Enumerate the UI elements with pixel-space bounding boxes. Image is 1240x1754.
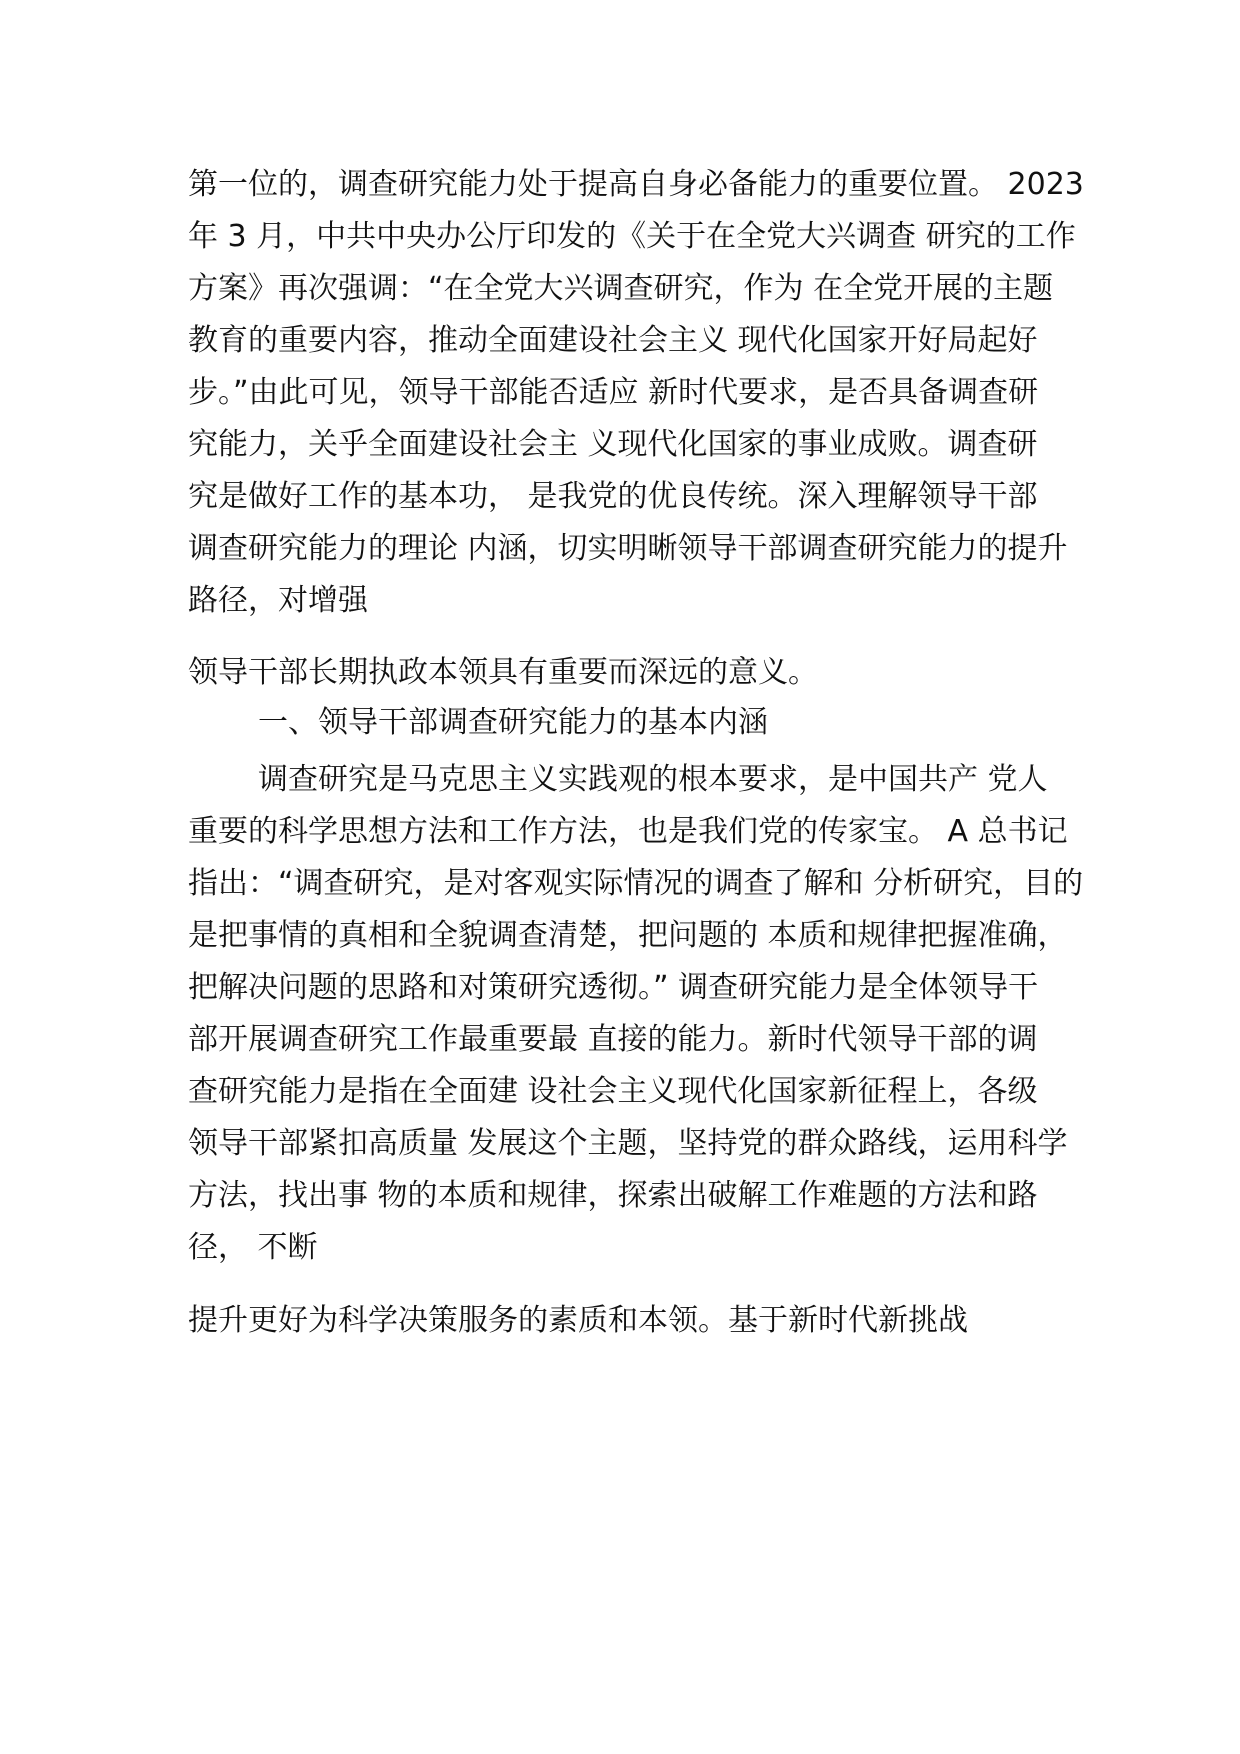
text-line: 调查研究是马克思主义实践观的根本要求，是中国共产 党人 [258, 762, 1048, 797]
text-line: 路径，对增强 [188, 583, 368, 618]
text-line: 方法，找出事 物的本质和规律，探索出破解工作难题的方法和路 [188, 1178, 1038, 1213]
text-line: 领导干部紧扣高质量 发展这个主题，坚持党的群众路线，运用科学 [188, 1126, 1068, 1161]
text-line: 教育的重要内容，推动全面建设社会主义 现代化国家开好局起好 [188, 323, 1038, 358]
paragraph-final [188, 1295, 1088, 1347]
text-line: 部开展调查研究工作最重要最 直接的能力。新时代领导干部的调 [188, 1022, 1038, 1057]
text-line: 领导干部长期执政本领具有重要而深远的意义。 [188, 655, 818, 690]
text-line: 究能力，关乎全面建设社会主 义现代化国家的事业成败。调查研 [188, 427, 1038, 462]
text-line: 把解决问题的思路和对策研究透彻。” 调查研究能力是全体领导干 [188, 970, 1039, 1005]
text-line: 调查研究能力的理论 内涵，切实明晰领导干部调查研究能力的提升 [188, 531, 1068, 566]
text-line: 究是做好工作的基本功， 是我党的优良传统。深入理解领导干部 [188, 479, 1038, 514]
text-line: 提升更好为科学决策服务的素质和本领。基于新时代新挑战 [188, 1303, 968, 1338]
text-line: 径， 不断 [188, 1230, 318, 1265]
section-heading-text: 一、领导干部调查研究能力的基本内涵 [258, 705, 768, 740]
section-heading [188, 697, 1088, 749]
text-line: 指出：“调查研究，是对客观实际情况的调查了解和 分析研究，目的 [188, 866, 1084, 901]
text-line: 重要的科学思想方法和工作方法，也是我们党的传家宝。 A 总书记 [188, 814, 1068, 849]
text-line: 是把事情的真相和全貌调查清楚，把问题的 本质和规律把握准确， [188, 918, 1068, 953]
text-line: 第一位的，调查研究能力处于提高自身必备能力的重要位置。 2023 [188, 167, 1084, 202]
paragraph-intro [188, 159, 1088, 627]
paragraph-continuation [188, 647, 1088, 699]
text-line: 方案》再次强调：“在全党大兴调查研究，作为 在全党开展的主题 [188, 271, 1054, 306]
text-line: 步。”由此可见，领导干部能否适应 新时代要求，是否具备调查研 [188, 375, 1039, 410]
text-line: 年 3 月，中共中央办公厅印发的《关于在全党大兴调查 研究的工作 [188, 219, 1076, 254]
paragraph-body [188, 754, 1088, 1274]
text-line: 查研究能力是指在全面建 设社会主义现代化国家新征程上，各级 [188, 1074, 1038, 1109]
